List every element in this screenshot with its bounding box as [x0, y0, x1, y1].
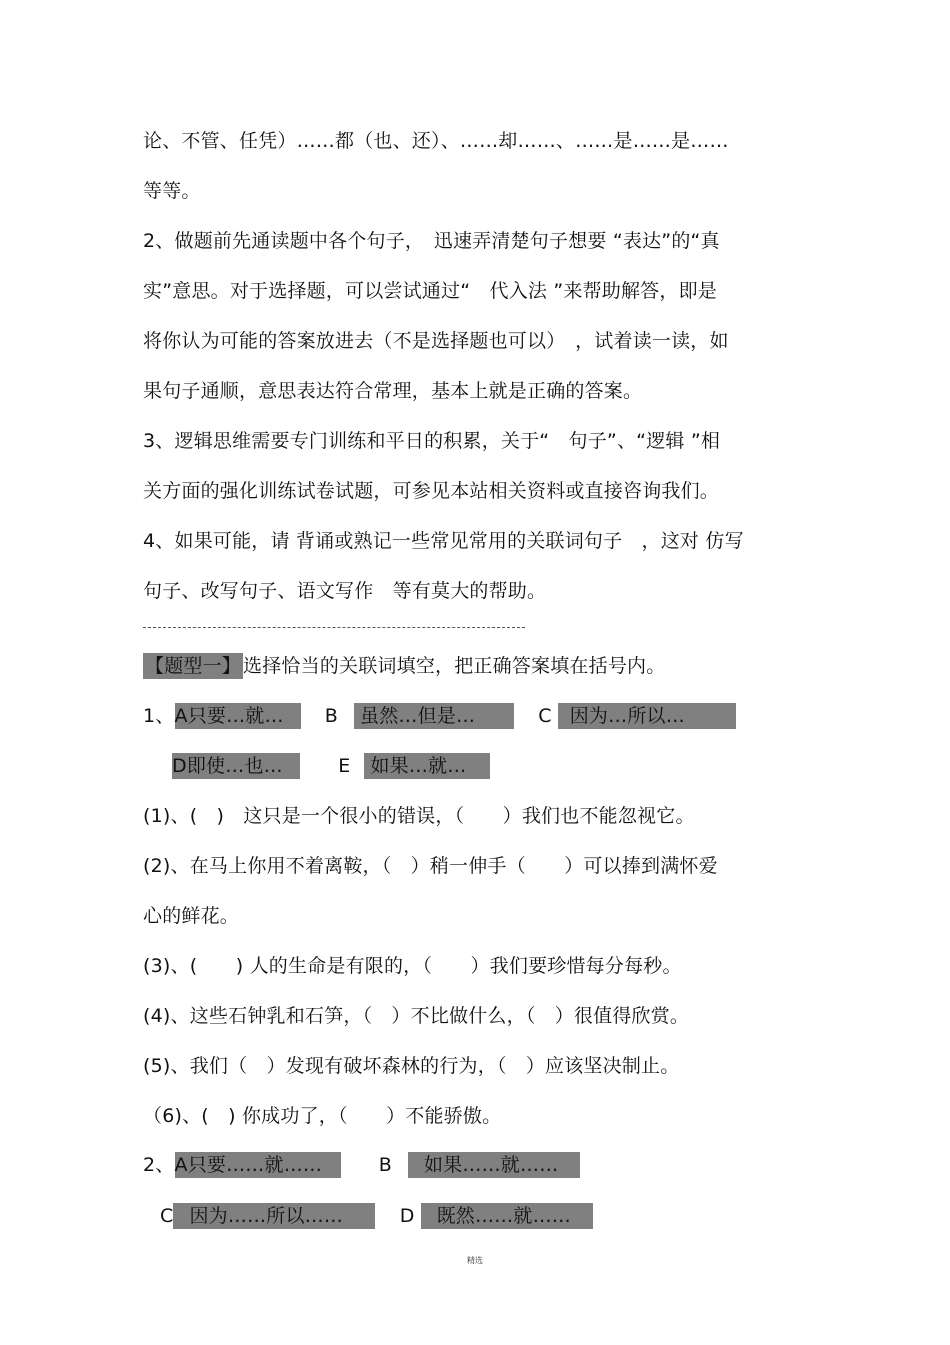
option-d: 既然……就…… [421, 1203, 593, 1229]
option-letter: C [538, 705, 552, 727]
paragraph-line: 果句子通顺，意思表达符合常理，基本上就是正确的答案。 [143, 380, 643, 402]
option-letter: E [338, 755, 351, 777]
option-c: 因为…所以… [558, 703, 736, 729]
option-letter: D [399, 1205, 415, 1227]
option-e: 如果…就… [364, 753, 490, 779]
page-footer: 精选 [467, 1256, 483, 1265]
option-a [175, 703, 301, 729]
option-text: 只要……就…… [187, 1154, 323, 1176]
option-text: 即使…也… [186, 755, 283, 777]
paragraph-line: 等等。 [143, 180, 201, 202]
option-letter: B [378, 1154, 392, 1176]
option-letter: B [324, 705, 338, 727]
paragraph-line: 关方面的强化训练试卷试题，可参见本站相关资料或直接咨询我们。 [143, 480, 720, 502]
exercise-item: (2)、在马上你用不着离鞍，（ ）稍一伸手（ ）可以捧到满怀爱 [143, 855, 718, 877]
option-a [175, 1152, 341, 1178]
option-text: 只要…就… [187, 705, 284, 727]
exercise-item: (1)、( ) 这只是一个很小的错误，（ ）我们也不能忽视它。 [143, 805, 695, 827]
exercise-item: 心的鲜花。 [143, 905, 240, 927]
paragraph-line: 论、不管、任凭）……都（也、还）、……却……、……是……是…… [143, 130, 729, 152]
question-number: 2、 [143, 1154, 175, 1176]
exercise-item: （6)、( ) 你成功了，（ ）不能骄傲。 [143, 1105, 502, 1127]
paragraph-line: 3、逻辑思维需要专门训练和平日的积累，关于“ 句子”、“逻辑 ”相 [143, 430, 721, 452]
question-2-options-row-1 [143, 1152, 580, 1178]
option-letter: A [174, 1154, 188, 1176]
option-d [172, 753, 300, 779]
option-letter: D [172, 755, 187, 777]
paragraph-line: 4、如果可能，请 背诵或熟记一些常见常用的关联词句子 ，这对 仿写 [143, 530, 744, 552]
option-b: 如果……就…… [408, 1152, 580, 1178]
option-b: 虽然…但是… [354, 703, 514, 729]
section-heading [143, 653, 665, 679]
question-1-options-row-1 [143, 703, 736, 729]
option-c: 因为……所以…… [173, 1203, 375, 1229]
paragraph-line: 将你认为可能的答案放进去（不是选择题也可以） ，试着读一读，如 [143, 330, 729, 352]
paragraph-line: 2、做题前先通读题中各个句子， 迅速弄清楚句子想要 “表达”的“真 [143, 230, 720, 252]
exercise-item: (3)、( ) 人的生命是有限的，（ ）我们要珍惜每分每秒。 [143, 955, 682, 977]
question-2-options-row-2 [160, 1203, 593, 1229]
paragraph-line: 句子、改写句子、语文写作 等有莫大的帮助。 [143, 580, 547, 602]
section-instruction: 选择恰当的关联词填空，把正确答案填在括号内。 [243, 655, 666, 677]
option-letter: A [174, 705, 188, 727]
dashed-separator [143, 627, 525, 628]
paragraph-line: 实”意思。对于选择题，可以尝试通过“ 代入法 ”来帮助解答，即是 [143, 280, 717, 302]
question-1-options-row-2 [172, 753, 490, 779]
section-title-badge: 【题型一】 [145, 655, 242, 677]
question-number: 1、 [143, 705, 175, 727]
option-letter: C [160, 1205, 174, 1227]
exercise-item: (4)、这些石钟乳和石笋，（ ）不比做什么，（ ）很值得欣赏。 [143, 1005, 690, 1027]
exercise-item: (5)、我们（ ）发现有破坏森林的行为，（ ）应该坚决制止。 [143, 1055, 680, 1077]
